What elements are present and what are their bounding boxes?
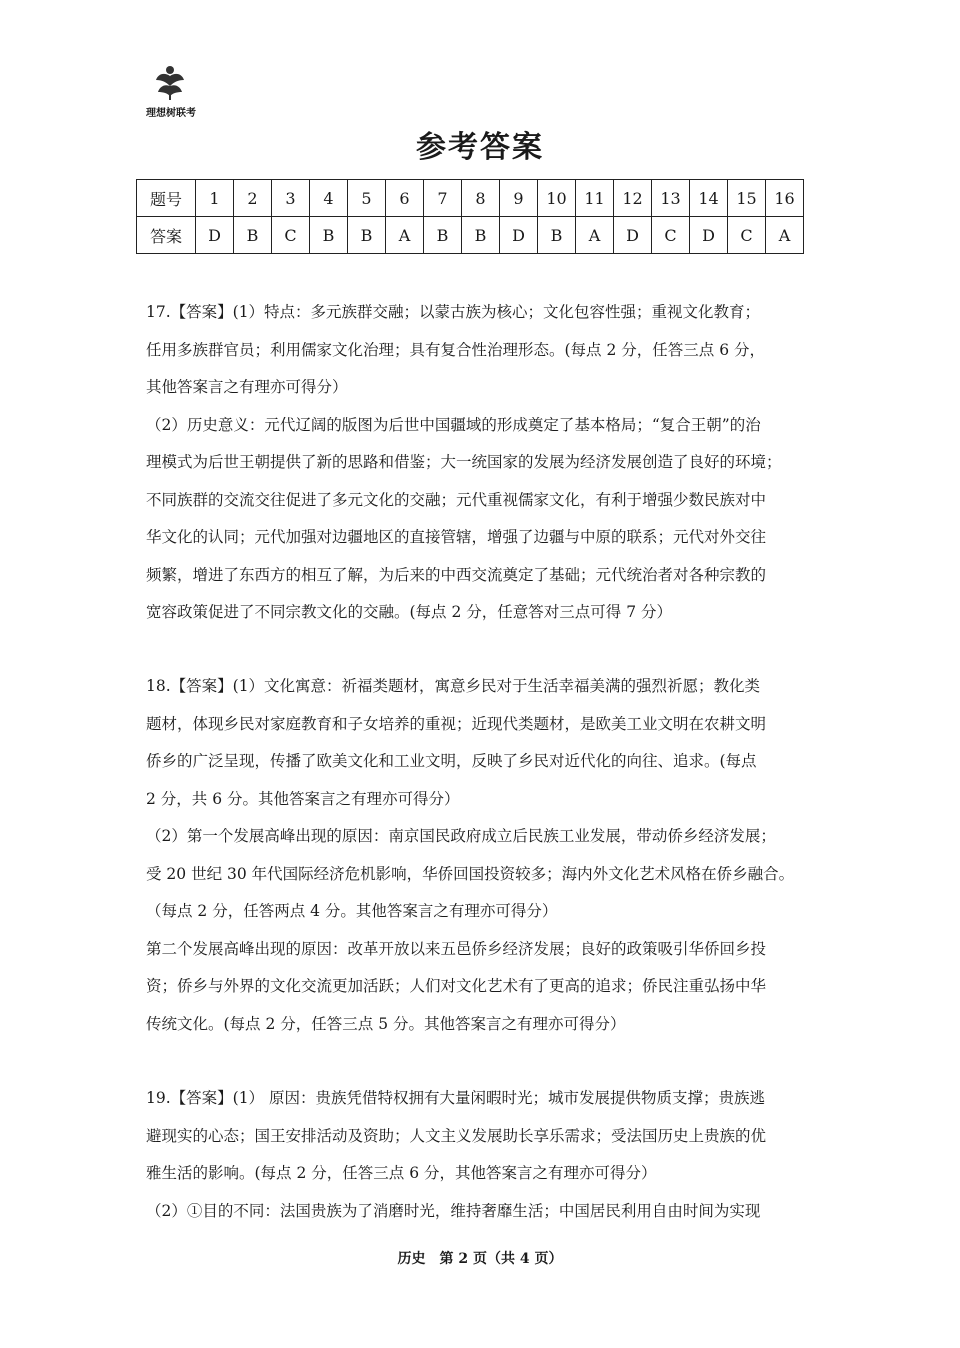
answer-line: 宽容政策促进了不同宗教文化的交融。(每点 2 分，任意答对三点可得 7 分） xyxy=(146,603,672,621)
question-number-cell: 6 xyxy=(386,180,424,217)
question-number-cell: 15 xyxy=(728,180,766,217)
tree-logo-icon xyxy=(150,64,190,104)
answer-line: （每点 2 分，任答两点 4 分。其他答案言之有理亦可得分） xyxy=(146,902,558,920)
answer-18 xyxy=(146,668,826,1043)
question-number-cell: 16 xyxy=(766,180,804,217)
answer-line: 受 20 世纪 30 年代国际经济危机影响，华侨回国投资较多；海内外文化艺术风格在侨乡融合。 xyxy=(146,864,795,883)
answer-line: 2 分，共 6 分。其他答案言之有理亦可得分） xyxy=(146,789,460,808)
page-footer: 历史 第 2 页（共 4 页） xyxy=(397,1251,563,1267)
answer-cell: B xyxy=(310,217,348,254)
question-number-cell: 12 xyxy=(614,180,652,217)
answer-cell: C xyxy=(728,217,766,254)
answer-cell: A xyxy=(576,217,614,254)
answer-cell: B xyxy=(462,217,500,254)
answer-cell: B xyxy=(234,217,272,254)
answer-17 xyxy=(146,294,826,632)
question-number-cell: 11 xyxy=(576,180,614,217)
question-number-cell: 4 xyxy=(310,180,348,217)
question-number-cell: 2 xyxy=(234,180,272,217)
answer-line: （2）①目的不同：法国贵族为了消磨时光，维持奢靡生活；中国居民利用自由时间为实现 xyxy=(146,1201,761,1220)
question-number-cell: 1 xyxy=(196,180,234,217)
question-number-cell: 9 xyxy=(500,180,538,217)
question-number-cell: 13 xyxy=(652,180,690,217)
answer-cell: C xyxy=(652,217,690,254)
answer-line: 18.【答案】(1）文化寓意：祈福类题材，寓意乡民对于生活幸福美满的强烈祈愿；教化类 xyxy=(146,677,761,695)
answer-cell: B xyxy=(538,217,576,254)
answer-line: 侨乡的广泛呈现，传播了欧美文化和工业文明，反映了乡民对近代化的向往、追求。(每点 xyxy=(146,752,757,770)
logo-text: 理想树联考 xyxy=(146,108,196,119)
answer-cell: B xyxy=(348,217,386,254)
answer-line: 题材，体现乡民对家庭教育和子女培养的重视；近现代类题材，是欧美工业文明在农耕文明 xyxy=(146,714,767,733)
answer-line: 任用多族群官员；利用儒家文化治理；具有复合性治理形态。(每点 2 分，任答三点 6 分， xyxy=(146,340,765,359)
answer-19 xyxy=(146,1080,826,1230)
answer-line: 理模式为后世王朝提供了新的思路和借鉴；大一统国家的发展为经济发展创造了良好的环境； xyxy=(146,453,782,471)
page-title: 参考答案 xyxy=(416,130,544,165)
answer-line: （2）历史意义：元代辽阔的版图为后世中国疆域的形成奠定了基本格局；“复合王朝”的治 xyxy=(146,415,761,434)
logo xyxy=(136,64,206,120)
row-label-number: 题号 xyxy=(137,180,196,217)
question-number-cell: 8 xyxy=(462,180,500,217)
answer-line: 传统文化。(每点 2 分，任答三点 5 分。其他答案言之有理亦可得分） xyxy=(146,1014,626,1033)
answer-cell: D xyxy=(690,217,728,254)
answer-line: （2）第一个发展高峰出现的原因：南京国民政府成立后民族工业发展，带动侨乡经济发展； xyxy=(146,827,776,845)
answer-cell: D xyxy=(614,217,652,254)
answer-line: 17.【答案】(1）特点：多元族群交融；以蒙古族为核心；文化包容性强；重视文化教育； xyxy=(146,303,761,321)
row-label-answer: 答案 xyxy=(137,217,196,254)
question-number-row xyxy=(137,180,804,217)
answer-cell: D xyxy=(500,217,538,254)
question-number-cell: 10 xyxy=(538,180,576,217)
answer-cell: A xyxy=(766,217,804,254)
answer-line: 避现实的心态；国王安排活动及资助；人文主义发展助长享乐需求；受法国历史上贵族的优 xyxy=(146,1126,767,1145)
answer-line: 华文化的认同；元代加强对边疆地区的直接管辖，增强了边疆与中原的联系；元代对外交往 xyxy=(146,528,767,546)
answer-cell: C xyxy=(272,217,310,254)
question-number-cell: 14 xyxy=(690,180,728,217)
answer-line: 19.【答案】(1） 原因：贵族凭借特权拥有大量闲暇时光；城市发展提供物质支撑；贵族逃 xyxy=(146,1089,765,1107)
question-number-cell: 5 xyxy=(348,180,386,217)
answer-line: 其他答案言之有理亦可得分） xyxy=(146,378,348,396)
answer-table xyxy=(136,179,804,254)
answer-line: 第二个发展高峰出现的原因：改革开放以来五邑侨乡经济发展；良好的政策吸引华侨回乡投 xyxy=(146,939,767,958)
answer-line: 雅生活的影响。(每点 2 分，任答三点 6 分，其他答案言之有理亦可得分） xyxy=(146,1164,657,1182)
question-number-cell: 3 xyxy=(272,180,310,217)
answer-cell: B xyxy=(424,217,462,254)
answer-line: 资；侨乡与外界的文化交流更加活跃；人们对文化艺术有了更高的追求；侨民注重弘扬中华 xyxy=(146,977,767,995)
answer-line: 频繁，增进了东西方的相互了解，为后来的中西交流奠定了基础；元代统治者对各种宗教的 xyxy=(146,565,767,584)
answer-row xyxy=(137,217,804,254)
answer-cell: D xyxy=(196,217,234,254)
answer-cell: A xyxy=(386,217,424,254)
question-number-cell: 7 xyxy=(424,180,462,217)
answer-line: 不同族群的交流交往促进了多元文化的交融；元代重视儒家文化，有利于增强少数民族对中 xyxy=(146,490,767,509)
